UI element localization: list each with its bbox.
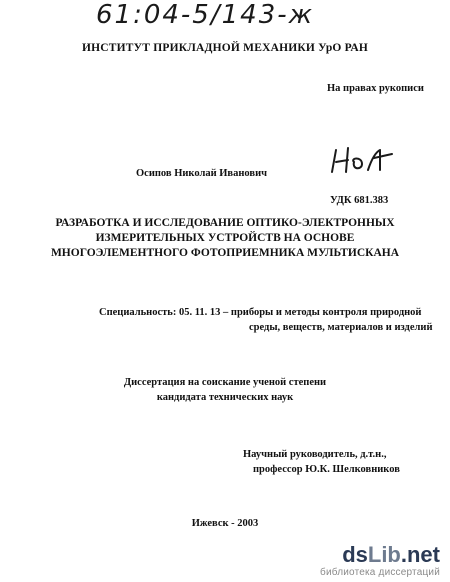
specialty-line: среды, веществ, материалов и изделий [249,322,433,333]
manuscript-rights-note: На правах рукописи [327,83,424,94]
degree-line: кандидата технических наук [156,392,294,403]
specialty-block [99,305,433,335]
supervisor-line: Научный руководитель, д.т.н., [243,449,387,460]
specialty-line: Специальность: 05. 11. 13 – приборы и методы контроля природной [99,307,422,318]
handwritten-catalog-number: 61:04-5/143-ж [96,0,315,30]
logo-part-lib: Lib [367,542,401,567]
supervisor-block [243,447,400,477]
udk-code: УДК 681.383 [330,195,389,206]
author-name: Осипов Николай Иванович [136,168,268,179]
title-line: ИЗМЕРИТЕЛЬНЫХ УСТРОЙСТВ НА ОСНОВЕ [95,232,355,244]
logo-part-net: .net [400,542,440,567]
watermark-subtitle: библиотека диссертаций [320,567,440,578]
dslib-logo [320,544,440,566]
handwritten-signature [328,144,398,178]
city-year: Ижевск - 2003 [191,518,259,529]
supervisor-line: профессор Ю.К. Шелковников [253,464,400,475]
dslib-watermark[interactable] [320,544,440,578]
institute-name: ИНСТИТУТ ПРИКЛАДНОЙ МЕХАНИКИ УрО РАН [81,42,369,54]
degree-statement [0,375,450,405]
logo-part-ds: ds [342,542,368,567]
dissertation-title [0,216,450,261]
degree-line: Диссертация на соискание ученой степени [123,377,327,388]
title-line: МНОГОЭЛЕМЕНТНОГО ФОТОПРИЕМНИКА МУЛЬТИСКАНА [50,247,400,259]
title-line: РАЗРАБОТКА И ИССЛЕДОВАНИЕ ОПТИКО-ЭЛЕКТРОННЫХ [55,217,395,229]
